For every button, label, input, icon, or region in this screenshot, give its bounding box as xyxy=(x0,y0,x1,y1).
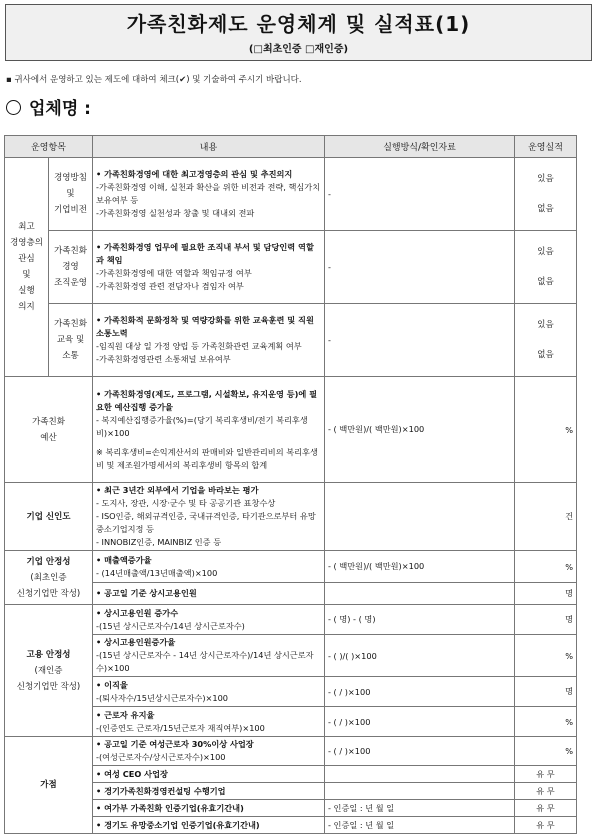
subcategory-cell: 가족친화 교육 및 소통 xyxy=(49,304,93,377)
content-line: • 여가부 가족친화 인증기업(유효기간내) xyxy=(96,802,244,813)
subcategory-cell: 경영방침 및 기업비전 xyxy=(49,158,93,231)
result-cell[interactable]: 있음 없음 xyxy=(515,231,577,304)
content-cell xyxy=(93,551,325,583)
method-cell[interactable]: - ( / )×100 xyxy=(325,677,515,707)
header-item: 운영항목 xyxy=(5,136,93,158)
category-cell: 기업 신인도 xyxy=(5,483,93,551)
table-row xyxy=(5,551,577,583)
table-row xyxy=(5,304,577,377)
category-cell: 고용 안정성 (재인증 신청기업만 작성) xyxy=(5,605,93,737)
content-line: • 가족친화경영 업무에 필요한 조직내 부서 및 담당인력 역할과 책임 xyxy=(96,242,314,265)
page-title: 가족친화제도 운영체계 및 실적표(1) xyxy=(126,12,471,36)
result-cell[interactable]: 있음 없음 xyxy=(515,304,577,377)
content-cell xyxy=(93,707,325,737)
result-cell[interactable]: 유 무 xyxy=(515,783,577,800)
method-cell[interactable]: - 인증일 : 년 월 일 xyxy=(325,800,515,817)
content-cell xyxy=(93,583,325,605)
content-line: - (14년매출액/13년매출액)×100 xyxy=(96,567,218,578)
header-method: 실행방식/확인자료 xyxy=(325,136,515,158)
result-cell[interactable]: 명 xyxy=(515,677,577,707)
result-cell[interactable]: 명 xyxy=(515,583,577,605)
company-label: 업체명 : xyxy=(29,99,91,119)
method-cell[interactable]: - xyxy=(325,231,515,304)
method-cell[interactable] xyxy=(325,766,515,783)
header-content: 내용 xyxy=(93,136,325,158)
title-box xyxy=(5,4,592,61)
method-cell[interactable] xyxy=(325,583,515,605)
content-line: -가족친화경영 이해, 실천과 확산을 위한 비전과 전략, 핵심가치 보유여부 등 xyxy=(96,182,321,205)
method-cell[interactable] xyxy=(325,783,515,800)
content-cell xyxy=(93,635,325,677)
company-name-field[interactable] xyxy=(6,94,91,119)
operation-table xyxy=(4,135,577,834)
content-line: • 상시고용인원 증가수 xyxy=(96,607,179,618)
method-cell[interactable]: - ( / )×100 xyxy=(325,737,515,766)
page-subtitle: (□최초인증 □재인증) xyxy=(248,44,349,55)
result-cell[interactable]: % xyxy=(515,635,577,677)
content-cell xyxy=(93,304,325,377)
content-line: • 공고일 기준 여성근로자 30%이상 사업장 xyxy=(96,739,254,749)
result-cell[interactable]: % xyxy=(515,707,577,737)
content-line: • 경기가족친화경영컨설팅 수행기업 xyxy=(96,785,226,796)
method-cell[interactable]: - ( 백만원)/( 백만원)×100 xyxy=(325,377,515,483)
content-line: • 상시고용인원증가율 xyxy=(96,637,176,647)
result-cell[interactable]: % xyxy=(515,377,577,483)
content-line: • 가족친화경영에 대한 최고경영층의 관심 및 추진의지 xyxy=(96,169,293,179)
content-line: • 매출액증가율 xyxy=(96,554,152,565)
result-cell[interactable]: 있음 없음 xyxy=(515,158,577,231)
result-cell[interactable]: 명 xyxy=(515,605,577,635)
header-result: 운영실적 xyxy=(515,136,577,158)
table-header-row xyxy=(5,136,577,158)
category-cell: 가족친화 예산 xyxy=(5,377,93,483)
content-cell xyxy=(93,737,325,766)
result-cell[interactable]: 건 xyxy=(515,483,577,551)
method-cell[interactable]: - ( 백만원)/( 백만원)×100 xyxy=(325,551,515,583)
content-line: • 근로자 유지율 xyxy=(96,709,155,720)
content-line: - INNOBIZ인증, MAINBIZ 인증 등 xyxy=(96,537,222,547)
table-row xyxy=(5,605,577,635)
content-line: - 도지사, 장관, 시장·군수 및 타 공공기관 표창수상 xyxy=(96,498,276,508)
content-cell xyxy=(93,677,325,707)
content-line: -가족친화경영 실천성과 창출 및 대내외 전파 xyxy=(96,208,255,218)
table-row xyxy=(5,737,577,766)
category-cell: 최고 경영층의 관심 및 실행 의지 xyxy=(5,158,49,377)
circle-icon xyxy=(6,100,21,115)
content-cell xyxy=(93,783,325,800)
table-row xyxy=(5,377,577,483)
content-line: • 이직율 xyxy=(96,679,128,690)
content-cell xyxy=(93,766,325,783)
content-line: • 최근 3년간 외부에서 기업을 바라보는 평가 xyxy=(96,485,259,495)
content-line: -(15년 상시근로자수 - 14년 상시근로자수)/14년 상시근로자수)×100 xyxy=(96,650,314,673)
content-cell xyxy=(93,231,325,304)
content-line: -가족친화경영관련 소통채널 보유여부 xyxy=(96,354,231,364)
instruction-note: ▪ 귀사에서 운영하고 있는 제도에 대하여 체크(✔) 및 기술하여 주시기 바랍니다. xyxy=(6,75,302,85)
content-cell xyxy=(93,800,325,817)
content-line: -(15년 상시근로자수/14년 상시근로자수) xyxy=(96,620,245,631)
method-cell[interactable]: - 인증일 : 년 월 일 xyxy=(325,817,515,834)
content-line: -가족친화경영에 대한 역할과 책임규정 여부 xyxy=(96,268,252,278)
table-row xyxy=(5,231,577,304)
content-line: ※ 복리후생비=손익계산서의 판매비와 일반관리비의 복리후생비 및 제조원가명세서의 복리후생비 항목의 합계 xyxy=(96,446,318,470)
method-cell[interactable]: - ( 명) - ( 명) xyxy=(325,605,515,635)
content-line: • 가족친화경영(제도, 프로그램, 시설확보, 유지운영 등)에 필요한 예산집행 증가율 xyxy=(96,388,318,412)
table-row xyxy=(5,483,577,551)
content-cell xyxy=(93,605,325,635)
result-cell[interactable]: % xyxy=(515,551,577,583)
content-cell xyxy=(93,483,325,551)
content-line: • 경기도 유망중소기업 인증기업(유효기간내) xyxy=(96,819,260,830)
result-cell[interactable]: 유 무 xyxy=(515,817,577,834)
subcategory-cell: 가족친화 경영 조직운영 xyxy=(49,231,93,304)
content-line: - 복지예산집행증가율(%)=(당기 복리후생비/전기 복리후생비)×100 xyxy=(96,414,308,438)
method-cell[interactable]: - xyxy=(325,158,515,231)
result-cell[interactable]: 유 무 xyxy=(515,766,577,783)
result-cell[interactable]: % xyxy=(515,737,577,766)
content-line: -(퇴사자수/15년상시근로자수)×100 xyxy=(96,692,229,703)
content-line: • 공고일 기준 상시고용인원 xyxy=(96,588,197,598)
content-line: • 가족친화적 문화정착 및 역량강화를 위한 교육훈련 및 직원 소통노력 xyxy=(96,315,314,338)
method-cell[interactable] xyxy=(325,483,515,551)
content-line: -가족친화경영 관련 전담자나 겸임자 여부 xyxy=(96,281,244,291)
category-cell: 가점 xyxy=(5,737,93,834)
content-cell xyxy=(93,158,325,231)
table-row xyxy=(5,158,577,231)
content-line: • 여성 CEO 사업장 xyxy=(96,768,168,779)
content-cell xyxy=(93,817,325,834)
content-line: -(여성근로자수/상시근로자수)×100 xyxy=(96,752,226,762)
content-line: -임직원 대상 일 가정 양립 등 가족친화관련 교육계획 여부 xyxy=(96,341,302,351)
content-line: - ISO인증, 해외규격인증, 국내규격인증, 타기관으로부터 유망중소기업지정 등 xyxy=(96,511,316,534)
method-cell[interactable]: - ( )/( )×100 xyxy=(325,635,515,677)
content-cell xyxy=(93,377,325,483)
method-cell[interactable]: - ( / )×100 xyxy=(325,707,515,737)
content-line: -(인증연도 근로자/15년근로자 재직여부)×100 xyxy=(96,722,265,733)
result-cell[interactable]: 유 무 xyxy=(515,800,577,817)
method-cell[interactable]: - xyxy=(325,304,515,377)
category-cell: 기업 안정성 (최초인증 신청기업만 작성) xyxy=(5,551,93,605)
